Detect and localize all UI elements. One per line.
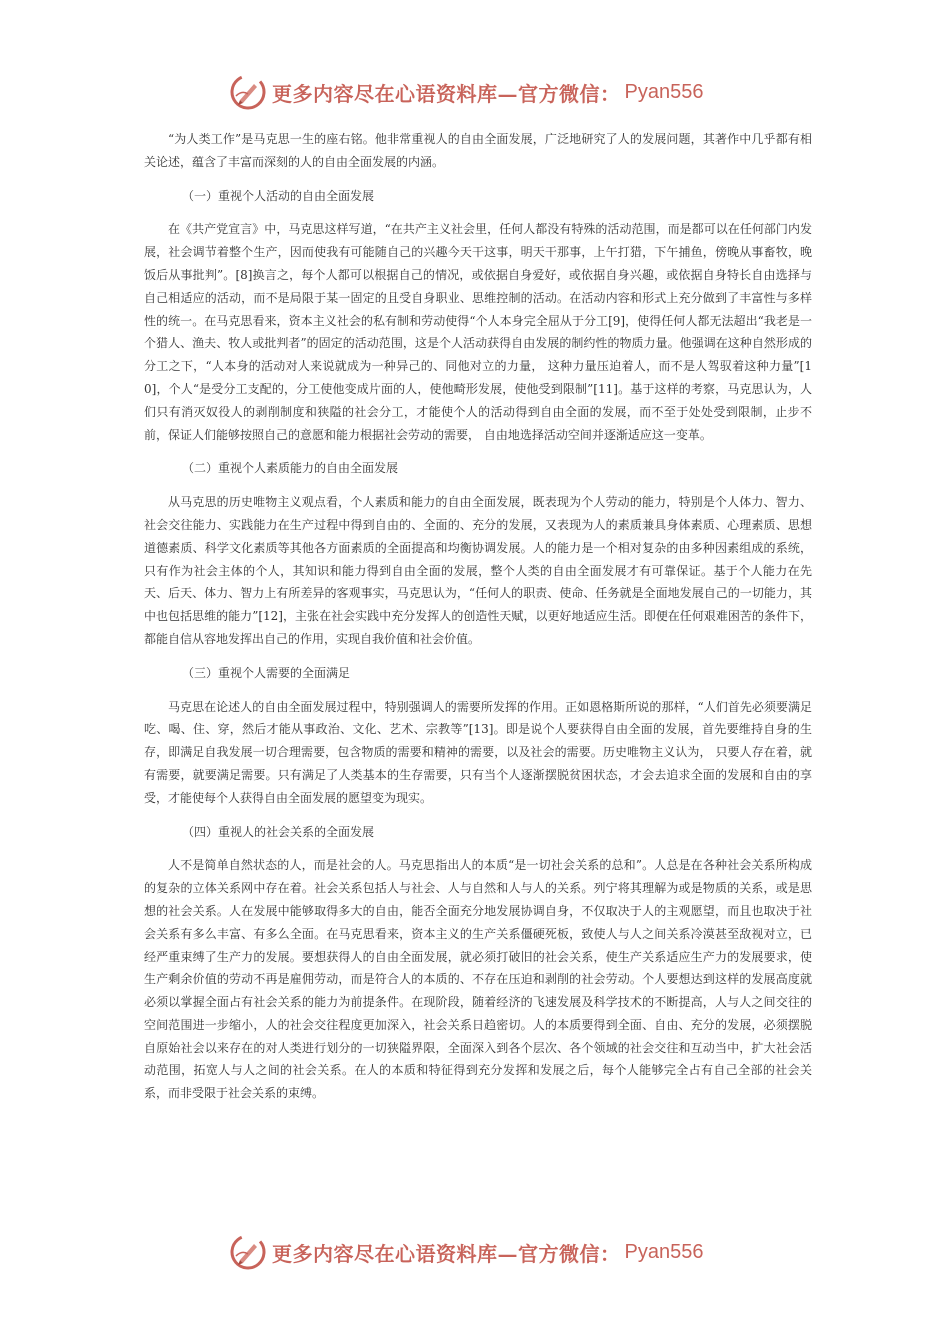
intro-paragraph: “为人类工作”是马克思一生的座右铭。他非常重视人的自由全面发展，广泛地研究了人的发展问题，其著作中几乎都有相关论述，蕴含了丰富而深刻的人的自由全面发展的内涵。 (144, 132, 812, 169)
section-paragraph-2: 从马克思的历史唯物主义观点看，个人素质和能力的自由全面发展，既表现为个人劳动的能力，特别是个人体力、智力、社会交往能力、实践能力在生产过程中得到自由的、全面的、充分的发展，又表现为人的素质兼具身体素质、心理素质、思想道德素质、科学文化素质等其他各方面素质的全面提高和均衡协调发展。人的能力是一个相对复杂的由多种因素组成的系统，只有作为社会主体的个人，其知识和能力得到自由全面的发展，整个人类的自由全面发展才有可靠保证。基于个人能力在先天、后天、体力、智力上有所差异的客观事实，马克思认为，“任何人的职责、使命、任务就是全面地发展自己的一切能力，其中也包括思维的能力”[12]，主张在社会实践中充分发挥人的创造性天赋，以更好地适应生活。即便在任何艰难困苦的条件下，都能自信从容地发挥出自己的作用，实现自我价值和社会价值。 (144, 495, 812, 646)
footer-banner (230, 1232, 750, 1272)
footer-wechat-account: Pyan556 (624, 1240, 704, 1263)
section-heading-3: （三）重视个人需要的全面满足 (182, 665, 351, 680)
footer-slogan: 更多内容尽在心语资料库—官方微信： (272, 1241, 621, 1266)
section-paragraph-4: 人不是简单自然状态的人，而是社会的人。马克思指出人的本质“是一切社会关系的总和”。人总是在各种社会关系所构成的复杂的立体关系网中存在着。社会关系包括人与社会、人与自然和人与人的关系。列宁将其理解为或是物质的关系，或是思想的社会关系。人在发展中能够取得多大的自由，能否全面充分地发展协调自身，不仅取决于人的主观愿望，而且也取决于社会关系有多么丰富、有多么全面。在马克思看来，资本主义的生产关系僵硬死板，致使人与人之间关系冷漠甚至敌视对立，已经严重束缚了生产力的发展。要想获得人的自由全面发展，就必须打破旧的社会关系，使生产关系适应生产力的发展要求，使生产剩余价值的劳动不再是雇佣劳动，而是符合人的本质的、不存在压迫和剥削的社会劳动。个人要想达到这样的发展高度就必须以掌握全面占有社会关系的能力为前提条件。在现阶段，随着经济的飞速发展及科学技术的不断提高，人与人之间交往的空间范围进一步缩小，人的社会交往程度更加深入，社会关系日趋密切。人的本质要得到全面、自由、充分的发展，必须摆脱自原始社会以来存在的对人类进行划分的一切狭隘界限，全面深入到各个层次、各个领域的社会交往和互动当中，扩大社会活动范围，拓宽人与人之间的社会关系。在人的本质和特征得到充分发挥和发展之后，每个人能够完全占有自己全部的社会关系，而非受限于社会关系的束缚。 (144, 858, 812, 1101)
section-paragraph-1: 在《共产党宣言》中，马克思这样写道，“在共产主义社会里，任何人都没有特殊的活动范围，而是都可以在任何部门内发展，社会调节着整个生产，因而使我有可能随自己的兴趣今天干这事，明天干那事，上午打猎，下午捕鱼，傍晚从事畜牧，晚饭后从事批判”。[8]换言之，每个人都可以根据自己的情况，或依据自身爱好，或依据自身兴趣，或依据自身特长自由选择与自己相适应的活动，而不是局限于某一固定的且受自身职业、思维控制的活动。在活动内容和形式上充分做到了丰富性与多样性的统一。在马克思看来，资本主义社会的私有制和劳动使得“个人本身完全屈从于分工[9]，使得任何人都无法超出“我老是一个猎人、渔夫、牧人或批判者”的固定的活动范围，这是个人活动获得自由发展的制约性的物质力量。他强调在这种自然形成的分工之下，“人本身的活动对人来说就成为一种异己的、同他对立的力量， 这种力量压迫着人，而不是人驾驭着这种力量”[10]，个人“是受分工支配的，分工使他变成片面的人，使他畸形发展，使他受到限制”[11]。基于这样的考察，马克思认为，人们只有消灭奴役人的剥削制度和狭隘的社会分工，才能使个人的活动得到自由全面的发展，而不至于处处受到限制，止步不前，保证人们能够按照自己的意愿和能力根据社会劳动的需要， 自由地选择活动空间并逐渐适应这一变革。 (144, 222, 812, 442)
banner-slogan: 更多内容尽在心语资料库—官方微信： (272, 81, 621, 106)
banner-wechat-account: Pyan556 (624, 80, 704, 103)
pen-seal-logo-icon (230, 1234, 266, 1270)
article-body (144, 128, 812, 1116)
pen-seal-logo-icon (230, 74, 266, 110)
header-banner (230, 72, 750, 112)
section-heading-2: （二）重视个人素质能力的自由全面发展 (182, 461, 399, 476)
section-paragraph-3: 马克思在论述人的自由全面发展过程中，特别强调人的需要所发挥的作用。正如恩格斯所说的那样，“人们首先必须要满足吃、喝、住、穿，然后才能从事政治、文化、艺术、宗教等”[13]。即是说个人要获得自由全面的发展，首先要维持自身的生存，即满足自我发展一切合理需要，包含物质的需要和精神的需要，以及社会的需要。历史唯物主义认为， 只要人存在着，就有需要，就要满足需要。只有满足了人类基本的生存需要，只有当个人逐渐摆脱贫困状态，才会去追求全面的发展和自由的享受，才能使每个人获得自由全面发展的愿望变为现实。 (144, 699, 812, 805)
section-heading-4: （四）重视人的社会关系的全面发展 (182, 824, 375, 839)
section-heading-1: （一）重视个人活动的自由全面发展 (182, 188, 375, 203)
